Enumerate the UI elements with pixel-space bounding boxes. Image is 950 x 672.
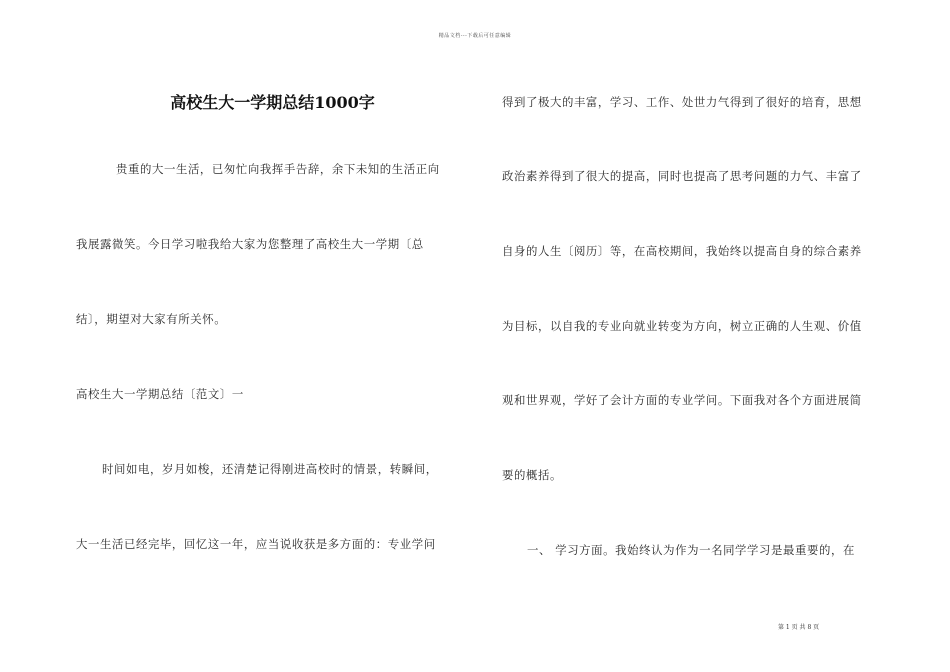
page-number: 第 1 页 共 8 页 — [778, 624, 820, 631]
left-line-4: 高校生大一学期总结〔范文〕一 — [76, 387, 244, 401]
right-line-2: 政治素养得到了很大的提高，同时也提高了思考问题的力气、丰富了 — [502, 169, 862, 183]
left-line-5: 时间如电，岁月如梭，还清楚记得刚进高校时的情景，转瞬间， — [102, 462, 438, 476]
right-line-6: 要的概括。 — [502, 468, 562, 482]
left-line-6: 大一生活已经完毕，回忆这一年，应当说收获是多方面的：专业学问 — [76, 537, 436, 551]
right-line-7: 一、 学习方面。我始终认为作为一名同学学习是最重要的，在 — [527, 543, 855, 557]
document-title: 高校生大一学期总结1000字 — [170, 93, 375, 112]
left-line-1: 贵重的大一生活，已匆忙向我挥手告辞，余下未知的生活正向 — [116, 162, 440, 176]
left-line-2: 我展露微笑。今日学习啦我给大家为您整理了高校生大一学期〔总 — [76, 237, 424, 251]
right-line-3: 自身的人生〔阅历〕等，在高校期间，我始终以提高自身的综合素养 — [502, 244, 862, 258]
right-line-1: 得到了极大的丰富，学习、工作、处世力气得到了很好的培育，思想 — [502, 95, 862, 109]
right-line-5: 观和世界观，学好了会计方面的专业学问。下面我对各个方面进展简 — [502, 393, 862, 407]
right-line-4: 为目标，以自我的专业向就业转变为方向，树立正确的人生观、价值 — [502, 319, 862, 333]
left-line-3: 结〕，期望对大家有所关怀。 — [76, 312, 227, 326]
header-note: 精品文档---下载后可任意编辑 — [438, 33, 512, 39]
